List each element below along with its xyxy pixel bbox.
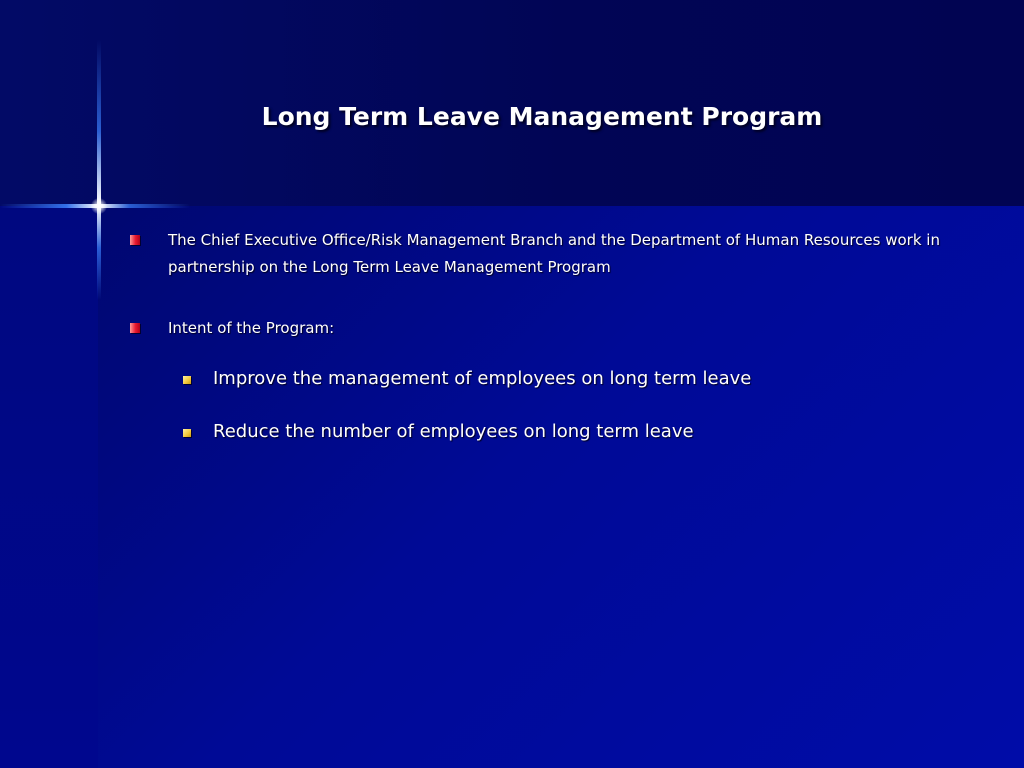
bullet-item-partnership — [130, 227, 960, 281]
red-square-bullet-icon — [130, 323, 140, 333]
bullet-item-intent — [130, 315, 960, 342]
bullet-text: Intent of the Program: — [168, 319, 335, 337]
sub-bullet-text: Reduce the number of employees on long term leave — [213, 421, 694, 442]
slide-title: Long Term Leave Management Program — [261, 102, 823, 131]
sub-bullet-improve — [183, 367, 963, 391]
bullet-text: The Chief Executive Office/Risk Management Branch and the Department of Human Resources work in partnership on the Long Term Leave Management Program — [168, 231, 940, 276]
yellow-square-bullet-icon — [183, 376, 191, 384]
yellow-square-bullet-icon — [183, 429, 191, 437]
sub-bullet-reduce — [183, 420, 963, 444]
sub-bullet-text: Improve the management of employees on long term leave — [213, 368, 752, 389]
red-square-bullet-icon — [130, 235, 140, 245]
